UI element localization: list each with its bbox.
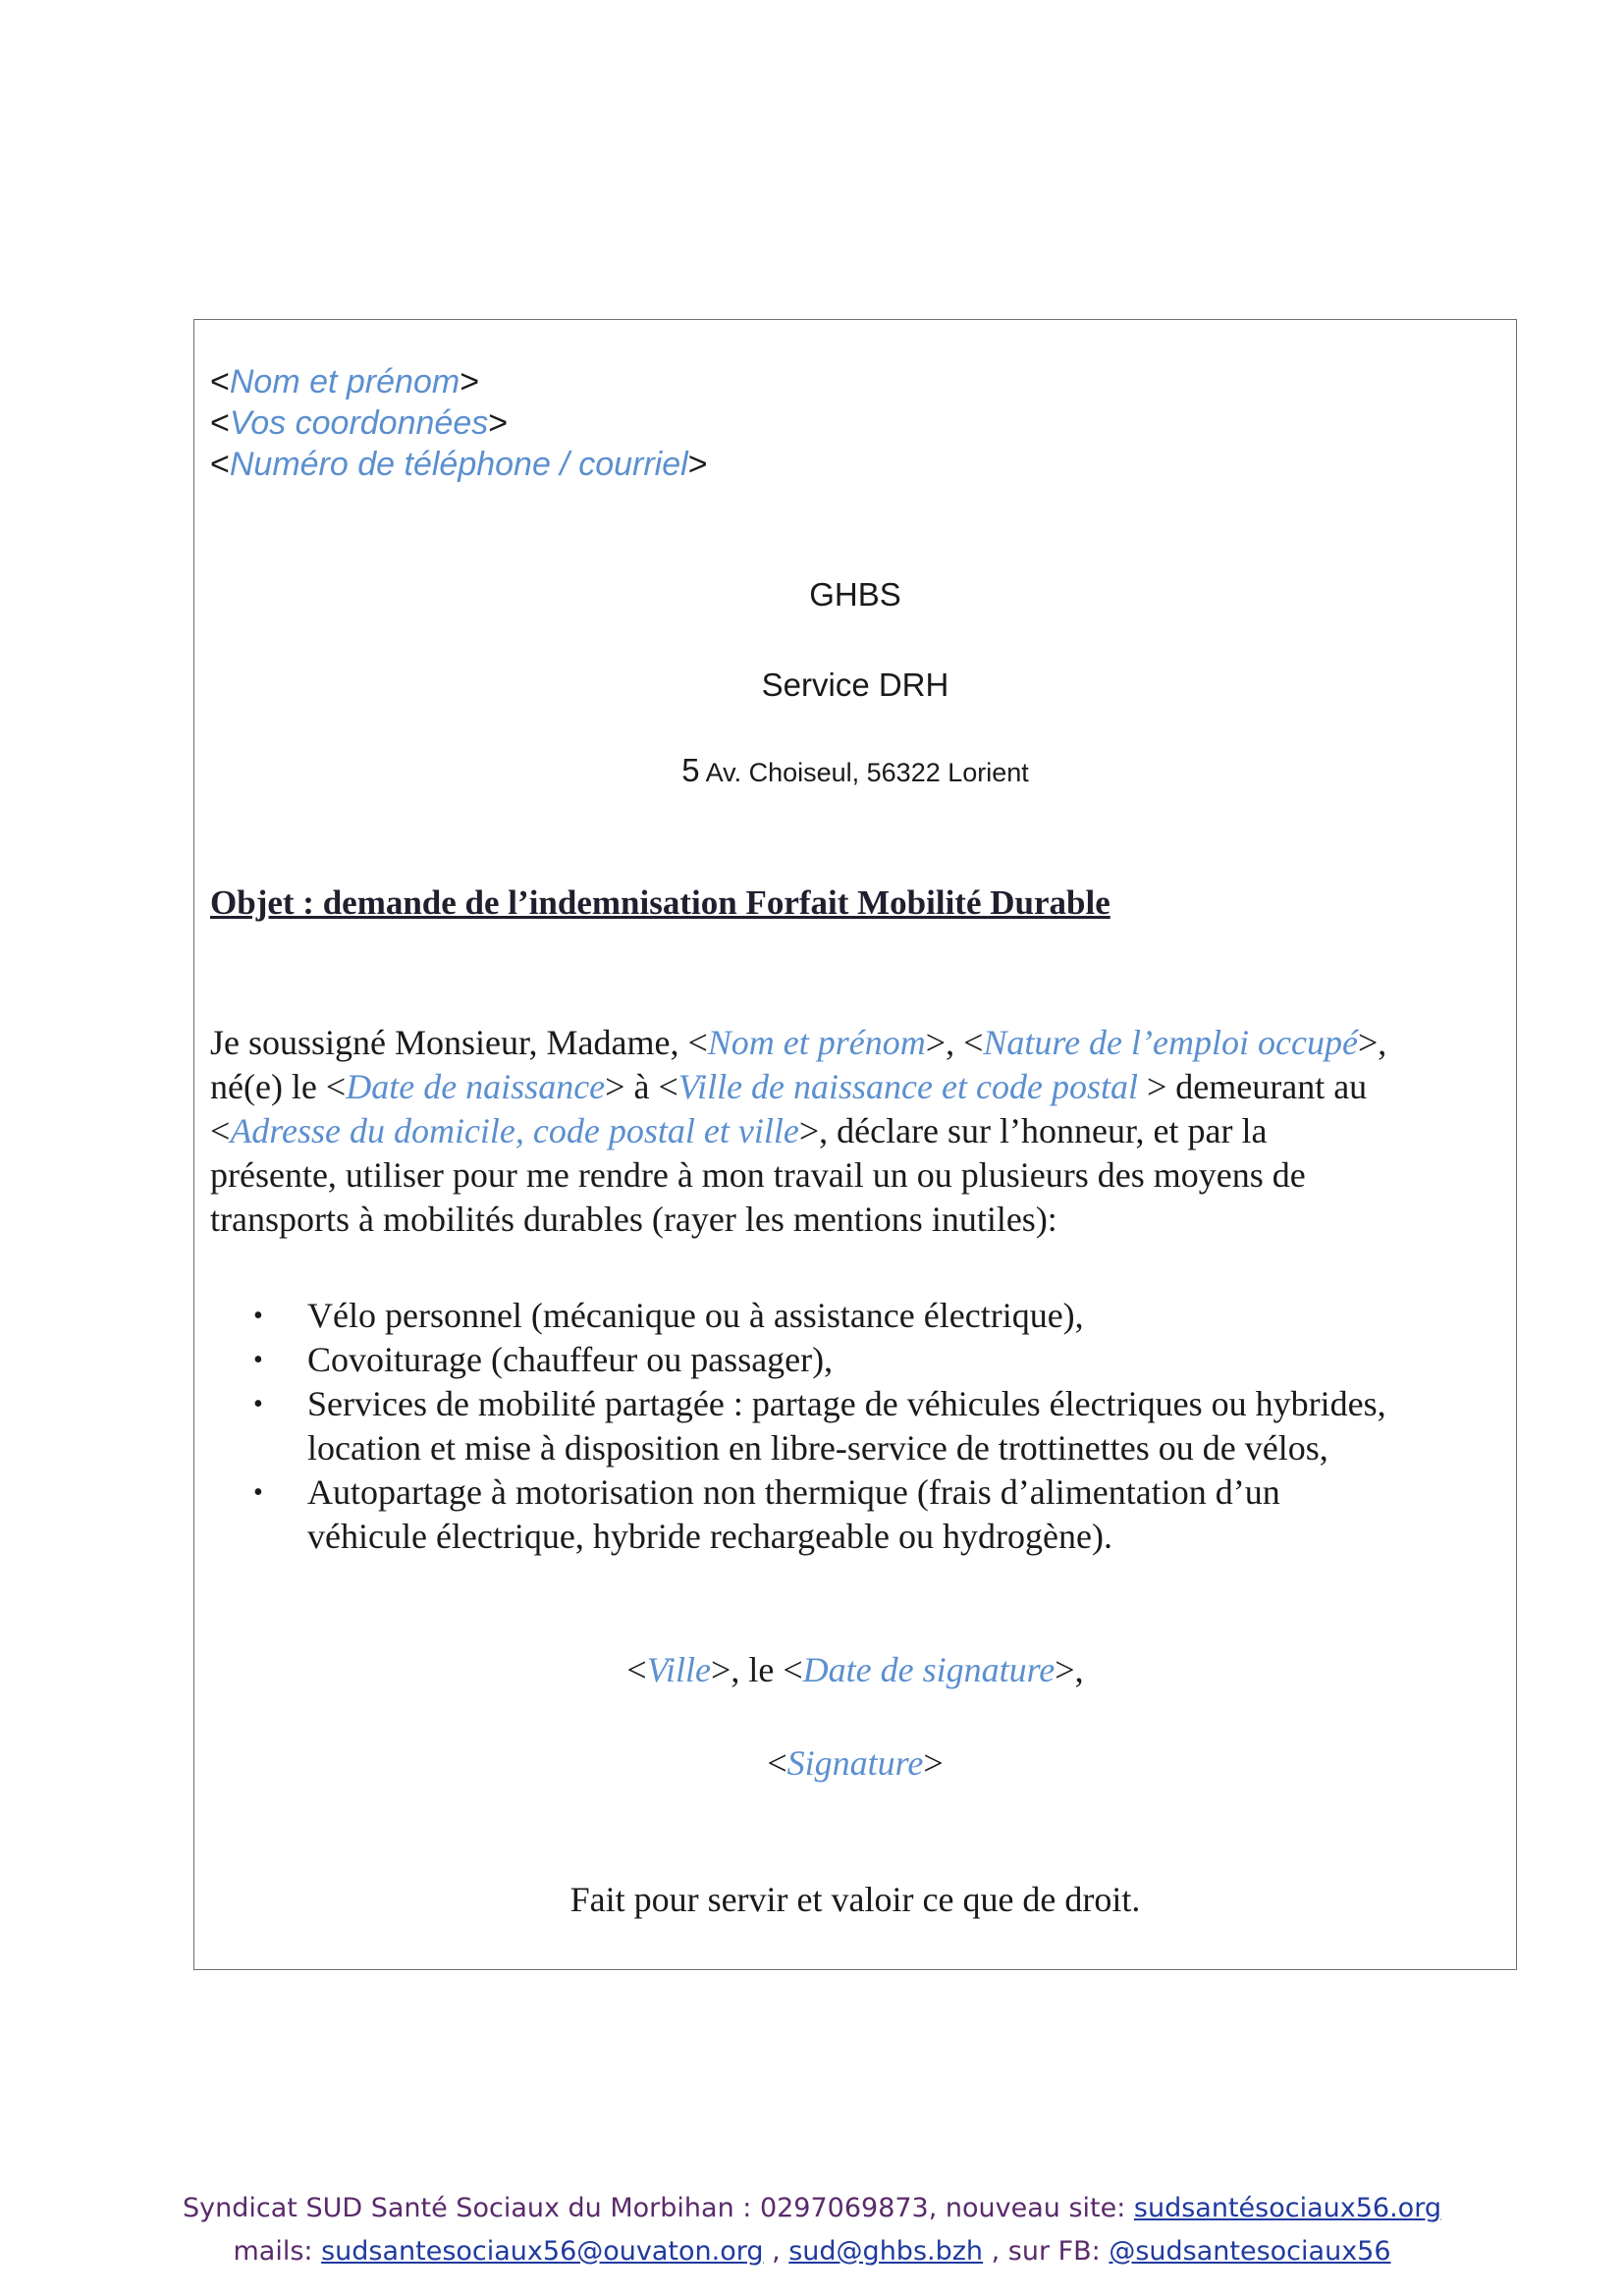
body-text: >, < — [925, 1023, 984, 1062]
footer-text: mails: — [233, 2236, 322, 2267]
footer-line-1 — [0, 2193, 1624, 2223]
facebook-link[interactable]: @sudsantesociaux56 — [1109, 2236, 1391, 2267]
contact-placeholder[interactable]: Numéro de téléphone / courriel — [229, 446, 688, 483]
body-text: > à < — [605, 1067, 678, 1106]
footer-text: , sur FB: — [983, 2236, 1110, 2267]
body-text: < — [210, 1111, 231, 1150]
signature-date-placeholder[interactable]: Date de signature — [802, 1650, 1056, 1689]
job-placeholder[interactable]: Nature de l’emploi occupé — [983, 1023, 1358, 1062]
recipient-org: GHBS — [809, 576, 901, 613]
list-item-text: véhicule électrique, hybride rechargeable ou hydrogène). — [307, 1517, 1112, 1556]
body-text: > demeurant au — [1146, 1067, 1368, 1106]
street-number: 5 — [681, 752, 700, 788]
birthplace-placeholder[interactable]: Ville de naissance et code postal — [677, 1067, 1147, 1106]
list-item — [210, 1338, 1506, 1382]
city-placeholder[interactable]: Ville — [646, 1650, 712, 1689]
list-item-text: Vélo personnel (mécanique ou à assistance électrique), — [307, 1296, 1084, 1335]
closing-statement: Fait pour servir et valoir ce que de droit. — [569, 1880, 1141, 1919]
subject-line: Objet : demande de l’indemnisation Forfait Mobilité Durable — [210, 883, 1110, 922]
address-placeholder[interactable]: Vos coordonnées — [229, 404, 489, 442]
body-text: né(e) le < — [210, 1067, 347, 1106]
closing-text: >, le < — [711, 1650, 803, 1689]
footer-text: Syndicat SUD Santé Sociaux du Morbihan : 0297069873, nouveau site: — [183, 2193, 1134, 2223]
site-link[interactable]: sudsantésociaux56.org — [1133, 2193, 1441, 2223]
body-text: Je soussigné Monsieur, Madame, < — [210, 1023, 708, 1062]
list-item — [210, 1294, 1506, 1338]
body-line-1 — [210, 1021, 1496, 1065]
footer-text: , — [763, 2236, 789, 2267]
sender-block — [210, 361, 708, 485]
bullet-icon: • — [253, 1301, 263, 1331]
footer-line-2 — [0, 2236, 1624, 2267]
recipient-address — [193, 752, 1517, 789]
list-item — [210, 1470, 1506, 1559]
street-rest: Av. Choiseul, 56322 Lorient — [705, 758, 1029, 787]
birthdate-placeholder[interactable]: Date de naissance — [346, 1067, 606, 1106]
sender-name-line: <Nom et prénom> — [210, 363, 480, 400]
closing-text: >, — [1055, 1650, 1084, 1689]
declaration-paragraph — [210, 1021, 1496, 1242]
list-item-text: Covoiturage (chauffeur ou passager), — [307, 1340, 834, 1379]
mail-link-2[interactable]: sud@ghbs.bzh — [788, 2236, 984, 2267]
signature-placeholder[interactable]: Signature — [786, 1743, 924, 1783]
mobility-options-list — [210, 1294, 1506, 1559]
bullet-icon: • — [253, 1345, 263, 1375]
signature-line: <Signature> — [767, 1743, 944, 1783]
body-name-placeholder[interactable]: Nom et prénom — [707, 1023, 926, 1062]
body-line-4: présente, utiliser pour me rendre à mon travail un ou plusieurs des moyens de — [210, 1155, 1306, 1195]
sender-contact-line: <Numéro de téléphone / courriel> — [210, 446, 708, 483]
mail-link-1[interactable]: sudsantesociaux56@ouvaton.org — [321, 2236, 764, 2267]
body-line-3 — [210, 1109, 1496, 1153]
body-line-5: transports à mobilités durables (rayer les mentions inutiles): — [210, 1200, 1057, 1239]
list-item-text: Services de mobilité partagée : partage de véhicules électriques ou hybrides, — [307, 1384, 1386, 1423]
recipient-service: Service DRH — [761, 667, 949, 703]
bullet-icon: • — [253, 1389, 263, 1419]
body-line-2 — [210, 1065, 1496, 1109]
home-address-placeholder[interactable]: Adresse du domicile, code postal et ville — [230, 1111, 799, 1150]
list-item-text: location et mise à disposition en libre-service de trottinettes ou de vélos, — [307, 1428, 1328, 1468]
place-date-line: <Ville>, le <Date de signature>, — [626, 1650, 1084, 1689]
list-item-text: Autopartage à motorisation non thermique (frais d’alimentation d’un — [307, 1472, 1280, 1512]
sender-address-line: <Vos coordonnées> — [210, 404, 509, 442]
bullet-icon: • — [253, 1477, 263, 1508]
body-text: >, déclare sur l’honneur, et par la — [798, 1111, 1268, 1150]
body-text: >, — [1357, 1023, 1387, 1062]
name-placeholder[interactable]: Nom et prénom — [229, 363, 460, 400]
list-item — [210, 1382, 1506, 1470]
